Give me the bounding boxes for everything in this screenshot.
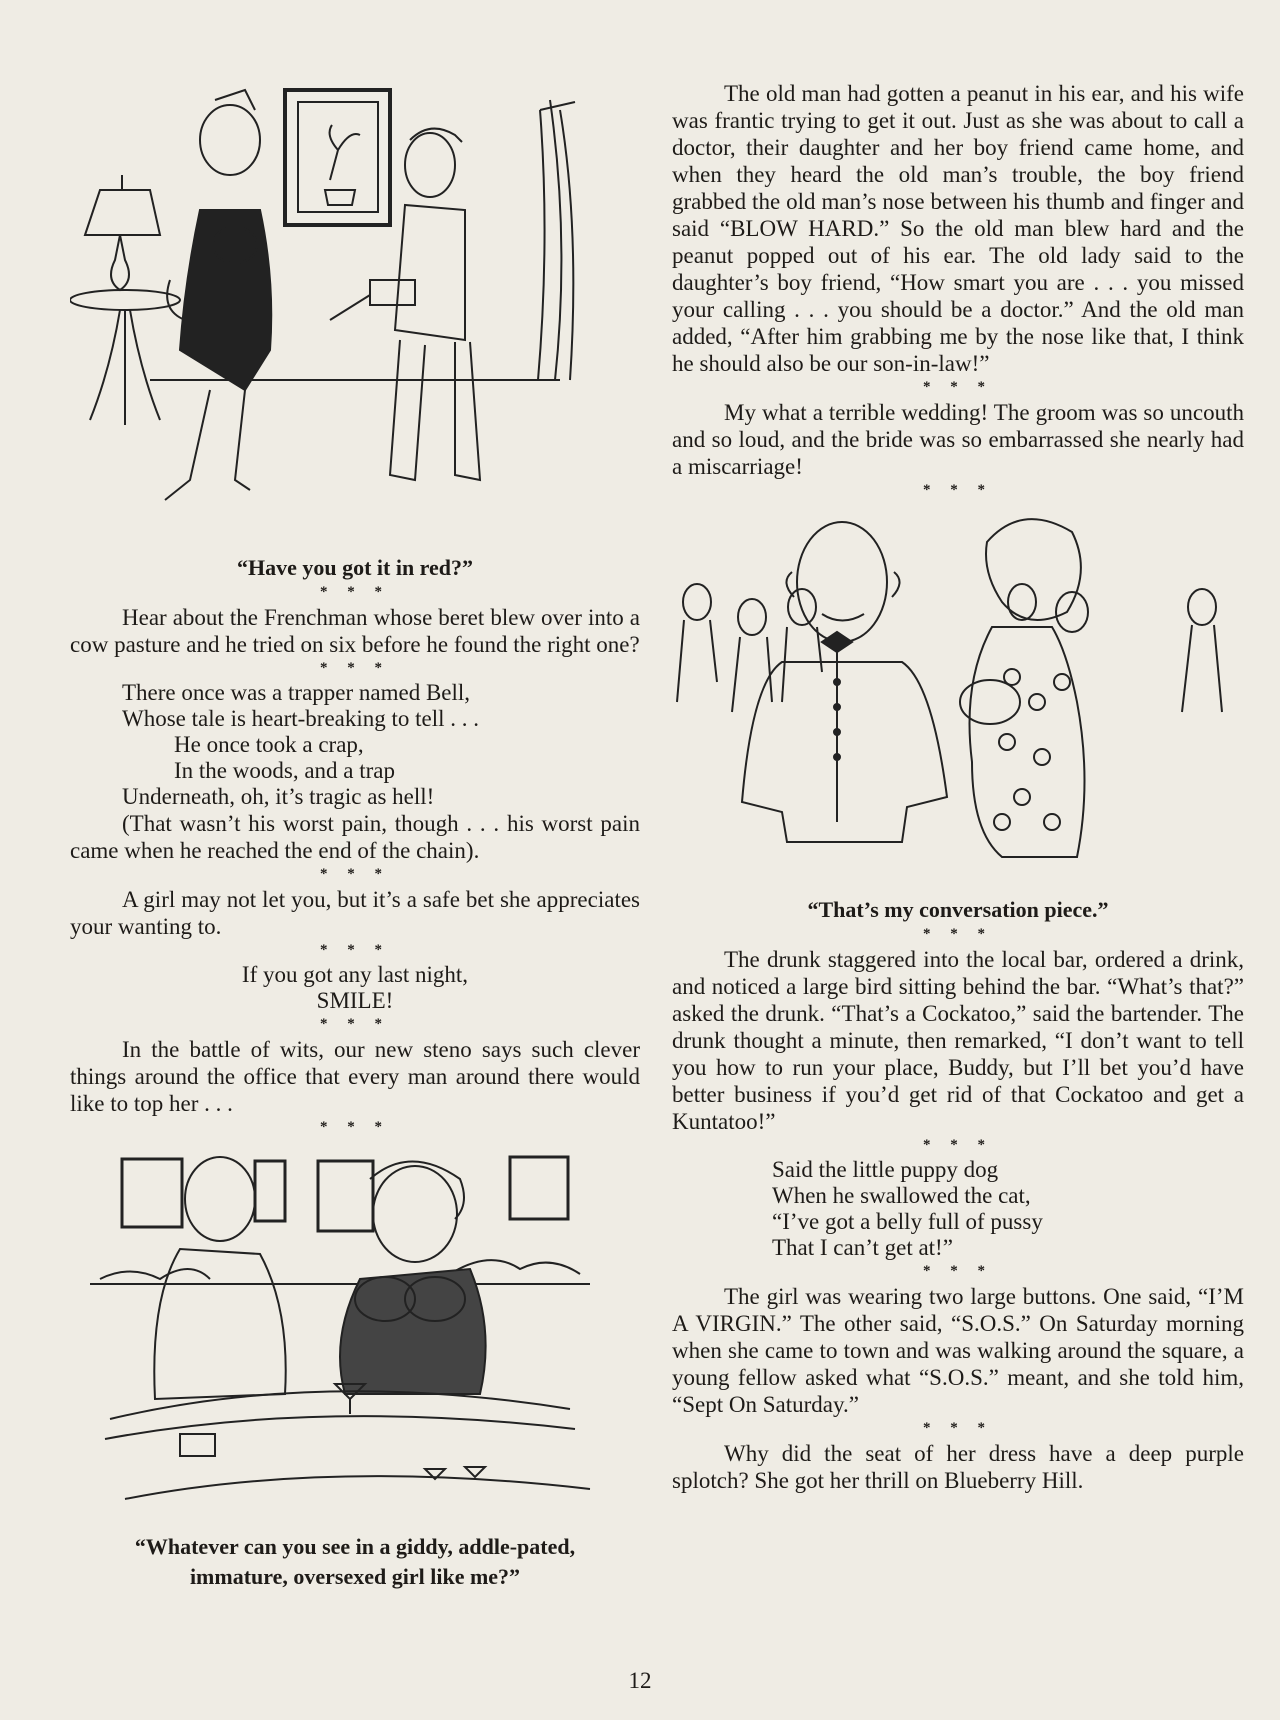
smile-line-1: If you got any last night, <box>241 962 469 987</box>
verse-line: When he swallowed the cat, <box>772 1183 1031 1208</box>
right-column <box>672 80 1244 1494</box>
limerick-line: Underneath, oh, it’s tragic as hell! <box>122 784 435 809</box>
separator-stars: * * * <box>320 942 390 958</box>
separator-stars: * * * <box>923 926 993 942</box>
verse-puppy <box>672 1157 1244 1261</box>
verse-line: “I’ve got a belly full of pussy <box>772 1209 1043 1234</box>
joke-steno: In the battle of wits, our new steno says such clever things around the office that every man around there would like to top her . . . <box>70 1037 640 1116</box>
cartoon-party-illustration <box>672 502 1244 892</box>
separator-stars: * * * <box>923 379 993 395</box>
joke-beret: Hear about the Frenchman whose beret blew over into a cow pasture and he tried on six before he found the right one? <box>70 605 640 657</box>
joke-cockatoo: The drunk staggered into the local bar, ordered a drink, and noticed a large bird sitting behind the bar. “What’s that?” asked the drunk. “That’s a Cockatoo,” said the bartender. The drunk thought a minute, then remarked, “I don’t want to tell you how to run your place, Buddy, but I’ll bet you’d have better business if you’d get rid of that Cockatoo and get a Kuntatoo!” <box>672 947 1244 1134</box>
separator-stars: * * * <box>320 866 390 882</box>
verse-line: Said the little puppy dog <box>772 1157 999 1182</box>
joke-buttons: The girl was wearing two large buttons. One said, “I’M A VIRGIN.” The other said, “S.O.S.” On Saturday morning when she came to town and was walking around the square, a young fellow asked what “S.O.S.” meant, and she told him, “Sept On Saturday.” <box>672 1284 1244 1417</box>
joke-blueberry: Why did the seat of her dress have a deep purple splotch? She got her thrill on Blueberry Hill. <box>672 1441 1244 1493</box>
cartoon1-caption: “Have you got it in red?” <box>236 555 474 580</box>
page-number: 12 <box>628 1668 652 1693</box>
cartoon-party <box>672 502 1244 892</box>
separator-stars: * * * <box>320 1016 390 1032</box>
limerick-trapper <box>70 680 640 810</box>
limerick-line: In the woods, and a trap <box>174 758 395 783</box>
limerick-line: Whose tale is heart-breaking to tell . . . <box>122 706 480 731</box>
cartoon2-caption-line-2: immature, oversexed girl like me?” <box>189 1564 521 1589</box>
smile-line-2: SMILE! <box>316 988 394 1013</box>
joke-peanut: The old man had gotten a peanut in his ear, and his wife was frantic trying to get it out. Just as she was about to call a doctor, their daughter and her boy friend came home, and when they heard the old man’s trouble, the boy friend grabbed the old man’s nose between his thumb and finger and said “BLOW HARD.” So the old man blew hard and the peanut popped out of his ear. The old lady said to the daughter’s boy friend, “How smart you are . . . you missed your calling . . . you should be a doctor.” And the old man added, “After him grabbing me by the nose like that, I think he should also be our son-in-law!” <box>672 81 1244 376</box>
cartoon-bar-illustration <box>70 1139 640 1529</box>
joke-wedding: My what a terrible wedding! The groom was so uncouth and so loud, and the bride was so embarrassed she nearly had a miscarriage! <box>672 400 1244 479</box>
separator-stars: * * * <box>923 482 993 498</box>
separator-stars: * * * <box>923 1263 993 1279</box>
separator-stars: * * * <box>320 584 390 600</box>
cartoon-maid-and-repairman <box>70 80 640 550</box>
separator-stars: * * * <box>320 1119 390 1135</box>
cartoon-maid-illustration <box>70 80 640 550</box>
limerick-line: He once took a crap, <box>174 732 364 757</box>
cartoon2-caption-line-1: “Whatever can you see in a giddy, addle-pated, <box>134 1534 576 1559</box>
verse-line: That I can’t get at!” <box>772 1235 953 1260</box>
cartoon-bar-couple <box>70 1139 640 1529</box>
separator-stars: * * * <box>923 1420 993 1436</box>
separator-stars: * * * <box>320 660 390 676</box>
cartoon3-caption: “That’s my conversation piece.” <box>807 897 1109 922</box>
limerick-tail: (That wasn’t his worst pain, though . . . his worst pain came when he reached the end of the chain). <box>70 811 640 863</box>
left-column <box>70 80 640 1593</box>
limerick-line: There once was a trapper named Bell, <box>122 680 471 705</box>
joke-girl: A girl may not let you, but it’s a safe bet she appreciates your wanting to. <box>70 887 640 939</box>
separator-stars: * * * <box>923 1137 993 1153</box>
